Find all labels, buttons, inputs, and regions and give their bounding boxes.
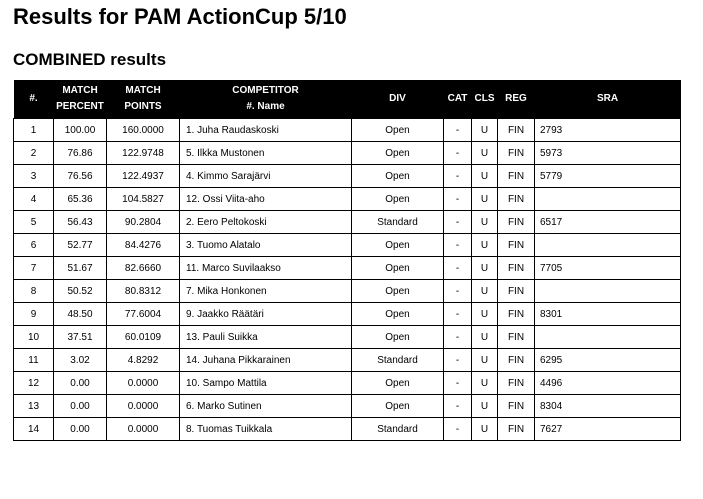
header-cat: CAT <box>444 80 472 119</box>
cell-reg: FIN <box>498 257 535 280</box>
cell-cat: - <box>444 211 472 234</box>
cell-cls: U <box>472 211 498 234</box>
cell-match-percent: 50.52 <box>54 280 107 303</box>
cell-match-percent: 48.50 <box>54 303 107 326</box>
cell-reg: FIN <box>498 326 535 349</box>
cell-reg: FIN <box>498 188 535 211</box>
cell-match-percent: 0.00 <box>54 418 107 441</box>
cell-sra <box>535 280 681 303</box>
cell-match-points: 122.9748 <box>107 142 180 165</box>
cell-match-points: 60.0109 <box>107 326 180 349</box>
cell-reg: FIN <box>498 349 535 372</box>
cell-div: Open <box>352 395 444 418</box>
cell-cls: U <box>472 326 498 349</box>
cell-cls: U <box>472 119 498 142</box>
cell-num: 9 <box>14 303 54 326</box>
cell-match-percent: 0.00 <box>54 395 107 418</box>
cell-match-points: 82.6660 <box>107 257 180 280</box>
cell-cat: - <box>444 326 472 349</box>
cell-num: 4 <box>14 188 54 211</box>
table-row <box>14 119 681 142</box>
cell-sra: 5779 <box>535 165 681 188</box>
cell-reg: FIN <box>498 165 535 188</box>
cell-competitor: 11. Marco Suvilaakso <box>180 257 352 280</box>
cell-cls: U <box>472 234 498 257</box>
cell-num: 1 <box>14 119 54 142</box>
cell-num: 5 <box>14 211 54 234</box>
page-title: Results for PAM ActionCup 5/10 <box>13 4 347 29</box>
cell-cat: - <box>444 234 472 257</box>
cell-match-percent: 51.67 <box>54 257 107 280</box>
cell-competitor: 3. Tuomo Alatalo <box>180 234 352 257</box>
cell-match-points: 90.2804 <box>107 211 180 234</box>
table-body <box>14 119 681 441</box>
cell-match-points: 0.0000 <box>107 372 180 395</box>
cell-cls: U <box>472 303 498 326</box>
cell-reg: FIN <box>498 280 535 303</box>
cell-cat: - <box>444 188 472 211</box>
cell-match-percent: 100.00 <box>54 119 107 142</box>
cell-sra: 7705 <box>535 257 681 280</box>
cell-competitor: 4. Kimmo Sarajärvi <box>180 165 352 188</box>
cell-div: Open <box>352 188 444 211</box>
header-competitor-line2: #. Name <box>246 101 285 112</box>
cell-num: 6 <box>14 234 54 257</box>
cell-cat: - <box>444 165 472 188</box>
cell-match-percent: 76.56 <box>54 165 107 188</box>
cell-sra: 8301 <box>535 303 681 326</box>
header-sra: SRA <box>535 80 681 119</box>
cell-cls: U <box>472 395 498 418</box>
header-match-points <box>107 80 180 119</box>
cell-sra: 2793 <box>535 119 681 142</box>
cell-div: Open <box>352 326 444 349</box>
table-row <box>14 303 681 326</box>
cell-div: Standard <box>352 349 444 372</box>
cell-competitor: 6. Marko Sutinen <box>180 395 352 418</box>
cell-div: Open <box>352 142 444 165</box>
cell-cls: U <box>472 349 498 372</box>
cell-match-points: 0.0000 <box>107 418 180 441</box>
table-header <box>14 80 681 119</box>
cell-competitor: 14. Juhana Pikkarainen <box>180 349 352 372</box>
cell-competitor: 10. Sampo Mattila <box>180 372 352 395</box>
cell-div: Open <box>352 119 444 142</box>
cell-reg: FIN <box>498 211 535 234</box>
cell-competitor: 12. Ossi Viita-aho <box>180 188 352 211</box>
cell-cls: U <box>472 418 498 441</box>
header-match-percent-line1: MATCH <box>62 85 98 96</box>
cell-sra <box>535 234 681 257</box>
cell-num: 11 <box>14 349 54 372</box>
cell-reg: FIN <box>498 395 535 418</box>
header-competitor <box>180 80 352 119</box>
cell-div: Standard <box>352 211 444 234</box>
table-row <box>14 372 681 395</box>
cell-match-percent: 76.86 <box>54 142 107 165</box>
cell-cat: - <box>444 303 472 326</box>
header-reg: REG <box>498 80 535 119</box>
header-div: DIV <box>352 80 444 119</box>
cell-num: 2 <box>14 142 54 165</box>
cell-match-points: 77.6004 <box>107 303 180 326</box>
cell-cat: - <box>444 257 472 280</box>
cell-match-points: 160.0000 <box>107 119 180 142</box>
cell-div: Open <box>352 372 444 395</box>
cell-match-points: 80.8312 <box>107 280 180 303</box>
cell-num: 13 <box>14 395 54 418</box>
cell-cat: - <box>444 349 472 372</box>
table-row <box>14 142 681 165</box>
cell-div: Open <box>352 257 444 280</box>
cell-cat: - <box>444 395 472 418</box>
cell-div: Open <box>352 303 444 326</box>
cell-cls: U <box>472 280 498 303</box>
cell-competitor: 5. Ilkka Mustonen <box>180 142 352 165</box>
cell-div: Standard <box>352 418 444 441</box>
cell-match-percent: 0.00 <box>54 372 107 395</box>
cell-sra: 4496 <box>535 372 681 395</box>
cell-reg: FIN <box>498 142 535 165</box>
cell-sra: 7627 <box>535 418 681 441</box>
cell-sra: 6295 <box>535 349 681 372</box>
cell-match-points: 84.4276 <box>107 234 180 257</box>
cell-reg: FIN <box>498 303 535 326</box>
table-row <box>14 280 681 303</box>
cell-cat: - <box>444 142 472 165</box>
cell-sra <box>535 188 681 211</box>
cell-num: 14 <box>14 418 54 441</box>
cell-reg: FIN <box>498 119 535 142</box>
cell-sra: 5973 <box>535 142 681 165</box>
cell-cls: U <box>472 165 498 188</box>
table-row <box>14 257 681 280</box>
cell-cat: - <box>444 372 472 395</box>
table-row <box>14 211 681 234</box>
cell-sra: 6517 <box>535 211 681 234</box>
cell-match-percent: 37.51 <box>54 326 107 349</box>
table-row <box>14 165 681 188</box>
table-row <box>14 234 681 257</box>
cell-match-points: 0.0000 <box>107 395 180 418</box>
cell-cls: U <box>472 257 498 280</box>
cell-competitor: 2. Eero Peltokoski <box>180 211 352 234</box>
header-row <box>14 80 681 119</box>
cell-match-points: 104.5827 <box>107 188 180 211</box>
cell-cls: U <box>472 372 498 395</box>
cell-num: 8 <box>14 280 54 303</box>
header-competitor-line1: COMPETITOR <box>232 85 299 96</box>
cell-competitor: 8. Tuomas Tuikkala <box>180 418 352 441</box>
cell-match-points: 4.8292 <box>107 349 180 372</box>
cell-match-percent: 3.02 <box>54 349 107 372</box>
results-table <box>13 80 681 441</box>
cell-match-percent: 52.77 <box>54 234 107 257</box>
cell-competitor: 9. Jaakko Räätäri <box>180 303 352 326</box>
cell-reg: FIN <box>498 418 535 441</box>
cell-num: 3 <box>14 165 54 188</box>
header-cls: CLS <box>472 80 498 119</box>
cell-competitor: 7. Mika Honkonen <box>180 280 352 303</box>
header-num: #. <box>14 80 54 119</box>
table-row <box>14 326 681 349</box>
cell-num: 7 <box>14 257 54 280</box>
cell-cls: U <box>472 188 498 211</box>
cell-competitor: 13. Pauli Suikka <box>180 326 352 349</box>
header-match-percent-line2: PERCENT <box>56 101 104 112</box>
cell-match-percent: 56.43 <box>54 211 107 234</box>
page-subtitle: COMBINED results <box>13 50 167 69</box>
header-match-points-line2: POINTS <box>124 101 162 112</box>
cell-num: 10 <box>14 326 54 349</box>
cell-reg: FIN <box>498 372 535 395</box>
table-row <box>14 349 681 372</box>
table-row <box>14 188 681 211</box>
header-match-points-line1: MATCH <box>125 85 161 96</box>
cell-competitor: 1. Juha Raudaskoski <box>180 119 352 142</box>
table-row <box>14 418 681 441</box>
cell-cat: - <box>444 280 472 303</box>
cell-num: 12 <box>14 372 54 395</box>
cell-sra <box>535 326 681 349</box>
cell-reg: FIN <box>498 234 535 257</box>
table-row <box>14 395 681 418</box>
cell-cls: U <box>472 142 498 165</box>
cell-cat: - <box>444 119 472 142</box>
cell-match-points: 122.4937 <box>107 165 180 188</box>
cell-sra: 8304 <box>535 395 681 418</box>
cell-div: Open <box>352 165 444 188</box>
cell-div: Open <box>352 234 444 257</box>
cell-div: Open <box>352 280 444 303</box>
cell-cat: - <box>444 418 472 441</box>
header-match-percent <box>54 80 107 119</box>
cell-match-percent: 65.36 <box>54 188 107 211</box>
